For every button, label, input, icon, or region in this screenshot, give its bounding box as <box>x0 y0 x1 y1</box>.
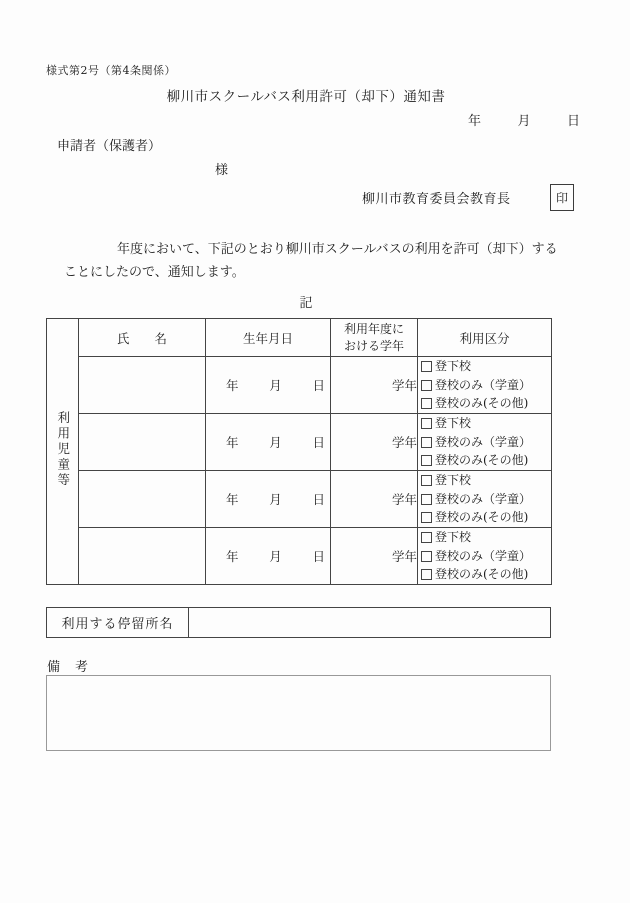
checkbox-label: 登校のみ(その他) <box>435 453 529 468</box>
birth-month-label: 月 <box>269 492 282 507</box>
birth-year-label: 年 <box>226 435 239 450</box>
header-grade-line2: おける学年 <box>343 338 404 353</box>
checkbox-icon[interactable] <box>421 569 432 580</box>
issue-date-line <box>468 110 580 129</box>
checkbox-icon[interactable] <box>421 551 432 562</box>
checkbox-label: 登校のみ（学童） <box>435 377 532 392</box>
checkbox-icon[interactable] <box>421 512 432 523</box>
checkbox-label: 登校のみ（学童） <box>435 491 532 506</box>
checkbox-icon[interactable] <box>421 437 432 448</box>
checkbox-icon[interactable] <box>421 475 432 486</box>
body-paragraph <box>64 239 570 284</box>
body-line-1: 年度において、下記のとおり柳川市スクールバスの利用を許可（却下）する <box>117 242 558 257</box>
birth-day-label: 日 <box>312 549 325 564</box>
form-number: 様式第2号（第4条関係） <box>46 64 176 77</box>
checkbox-item-toko-sonota[interactable] <box>418 508 551 527</box>
stop-name-label: 利用する停留所名 <box>47 608 189 637</box>
header-usage: 利用区分 <box>418 319 552 357</box>
birth-cell[interactable] <box>206 357 331 414</box>
birth-month-label: 月 <box>269 378 282 393</box>
header-grade <box>331 319 418 357</box>
checkbox-label: 登校のみ(その他) <box>435 510 529 525</box>
name-cell[interactable] <box>79 357 206 414</box>
checkbox-item-toko-gakudo[interactable] <box>418 433 551 452</box>
checkbox-item-toko-gakudo[interactable] <box>418 376 551 395</box>
checkbox-item-tokogeko[interactable] <box>418 528 551 547</box>
name-cell[interactable] <box>79 414 206 471</box>
stop-name-field[interactable] <box>189 608 550 637</box>
honorific-label: 様 <box>215 163 229 178</box>
remarks-box[interactable] <box>46 675 551 751</box>
table-row <box>47 357 552 414</box>
checkbox-item-toko-sonota[interactable] <box>418 394 551 413</box>
birth-day-label: 日 <box>312 435 325 450</box>
checkbox-icon[interactable] <box>421 532 432 543</box>
name-cell[interactable] <box>79 471 206 528</box>
grade-cell[interactable]: 学年 <box>331 471 418 528</box>
children-usage-table <box>46 318 552 585</box>
grade-cell[interactable]: 学年 <box>331 357 418 414</box>
document-title: 柳川市スクールバス利用許可（却下）通知書 <box>166 89 446 105</box>
birth-year-label: 年 <box>226 378 239 393</box>
header-name: 氏 名 <box>79 319 206 357</box>
table-row <box>47 414 552 471</box>
usage-cell <box>418 528 552 585</box>
applicant-label: 申請者（保護者） <box>57 139 162 154</box>
checkbox-icon[interactable] <box>421 380 432 391</box>
grade-cell[interactable]: 学年 <box>331 528 418 585</box>
checkbox-label: 登下校 <box>435 473 472 488</box>
table-row <box>47 471 552 528</box>
birth-year-label: 年 <box>226 492 239 507</box>
checkbox-item-toko-sonota[interactable] <box>418 565 551 584</box>
checkbox-icon[interactable] <box>421 418 432 429</box>
seal-box <box>550 184 574 211</box>
date-month-label: 月 <box>517 114 531 129</box>
checkbox-item-toko-gakudo[interactable] <box>418 547 551 566</box>
table-row <box>47 528 552 585</box>
checkbox-label: 登校のみ(その他) <box>435 396 529 411</box>
checkbox-item-tokogeko[interactable] <box>418 357 551 376</box>
grade-cell[interactable]: 学年 <box>331 414 418 471</box>
checkbox-icon[interactable] <box>421 398 432 409</box>
birth-cell[interactable] <box>206 471 331 528</box>
checkbox-label: 登下校 <box>435 416 472 431</box>
birth-day-label: 日 <box>312 378 325 393</box>
birth-year-label: 年 <box>226 549 239 564</box>
birth-day-label: 日 <box>312 492 325 507</box>
issuer-label: 柳川市教育委員会教育長 <box>362 192 511 207</box>
row-group-label: 利用児童等 <box>55 411 71 489</box>
body-line-2: ことにしたので、通知します。 <box>64 264 245 280</box>
header-grade-line1: 利用年度に <box>343 321 404 336</box>
checkbox-label: 登校のみ（学童） <box>435 548 532 563</box>
header-birth: 生年月日 <box>206 319 331 357</box>
checkbox-item-tokogeko[interactable] <box>418 471 551 490</box>
usage-cell <box>418 414 552 471</box>
checkbox-label: 登校のみ（学童） <box>435 434 532 449</box>
checkbox-item-toko-sonota[interactable] <box>418 451 551 470</box>
checkbox-item-toko-gakudo[interactable] <box>418 490 551 509</box>
usage-cell <box>418 471 552 528</box>
row-group-cell <box>47 319 79 585</box>
checkbox-label: 登下校 <box>435 530 472 545</box>
checkbox-icon[interactable] <box>421 494 432 505</box>
checkbox-icon[interactable] <box>421 455 432 466</box>
birth-cell[interactable] <box>206 528 331 585</box>
checkbox-item-tokogeko[interactable] <box>418 414 551 433</box>
record-marker: 記 <box>299 296 313 311</box>
checkbox-label: 登校のみ(その他) <box>435 567 529 582</box>
stop-name-row <box>46 607 551 638</box>
seal-label: 印 <box>555 191 568 205</box>
remarks-label: 備 考 <box>47 660 90 675</box>
name-cell[interactable] <box>79 528 206 585</box>
date-year-label: 年 <box>468 114 482 129</box>
birth-month-label: 月 <box>269 435 282 450</box>
usage-cell <box>418 357 552 414</box>
birth-month-label: 月 <box>269 549 282 564</box>
date-day-label: 日 <box>566 114 580 129</box>
checkbox-icon[interactable] <box>421 361 432 372</box>
birth-cell[interactable] <box>206 414 331 471</box>
checkbox-label: 登下校 <box>435 359 472 374</box>
